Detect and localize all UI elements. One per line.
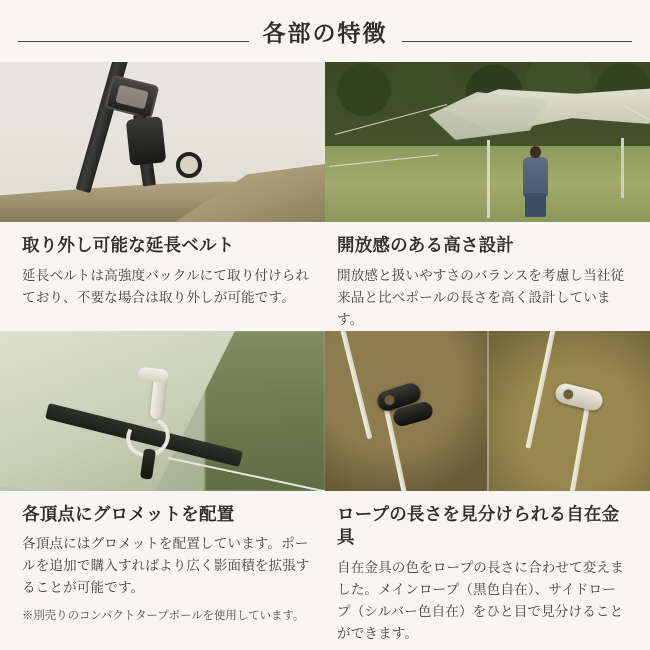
feature-note-3: ※別売りのコンパクトタープポールを使用しています。 bbox=[22, 610, 305, 623]
feature-card-1 bbox=[0, 62, 325, 331]
background-blur-right bbox=[487, 331, 650, 491]
feature-body-3: 各頂点にはグロメットを配置しています。ポールを追加で購入すればより広く影面積を拡張することが可能です。 bbox=[22, 536, 310, 596]
tarp-pole-icon bbox=[621, 138, 624, 198]
feature-body-1: 延長ベルトは高強度バックルにて取り付けられており、不要な場合は取り外しが可能です。 bbox=[22, 267, 310, 305]
feature-card-2 bbox=[325, 62, 650, 331]
feature-title-4: ロープの長さを見分けられる自在金具 bbox=[337, 503, 620, 548]
photo-tarp-height bbox=[325, 62, 650, 222]
feature-body-2: 開放感と扱いやすさのバランスを考慮し当社従来品と比べポールの長さを高く設計しています。 bbox=[337, 267, 625, 327]
person-figure bbox=[525, 193, 546, 217]
photo-extension-belt bbox=[0, 62, 325, 222]
photo-divider bbox=[487, 331, 489, 491]
feature-grid bbox=[0, 62, 650, 645]
feature-card-4 bbox=[325, 331, 650, 645]
tarp-pole-icon bbox=[487, 140, 490, 218]
clip-icon bbox=[126, 116, 167, 166]
feature-title-2: 開放感のある高さ設計 bbox=[337, 235, 514, 255]
page-title: 各部の特徴 bbox=[249, 15, 402, 48]
feature-title-1: 取り外し可能な延長ベルト bbox=[22, 235, 235, 255]
feature-title-3: 各頂点にグロメットを配置 bbox=[22, 503, 235, 524]
page-header bbox=[0, 0, 650, 62]
photo-cord-adjusters bbox=[325, 331, 650, 491]
person-figure bbox=[523, 157, 548, 197]
photo-grommet bbox=[0, 331, 325, 491]
grommet-ring-icon bbox=[176, 152, 202, 178]
person-figure bbox=[530, 146, 541, 158]
feature-body-4: 自在金具の色をロープの長さに合わせて変えました。メインロープ（黒色自在）、サイドロープ（シルバー色自在）をひと目で見分けることができます。 bbox=[337, 559, 624, 641]
feature-card-3 bbox=[0, 331, 325, 645]
